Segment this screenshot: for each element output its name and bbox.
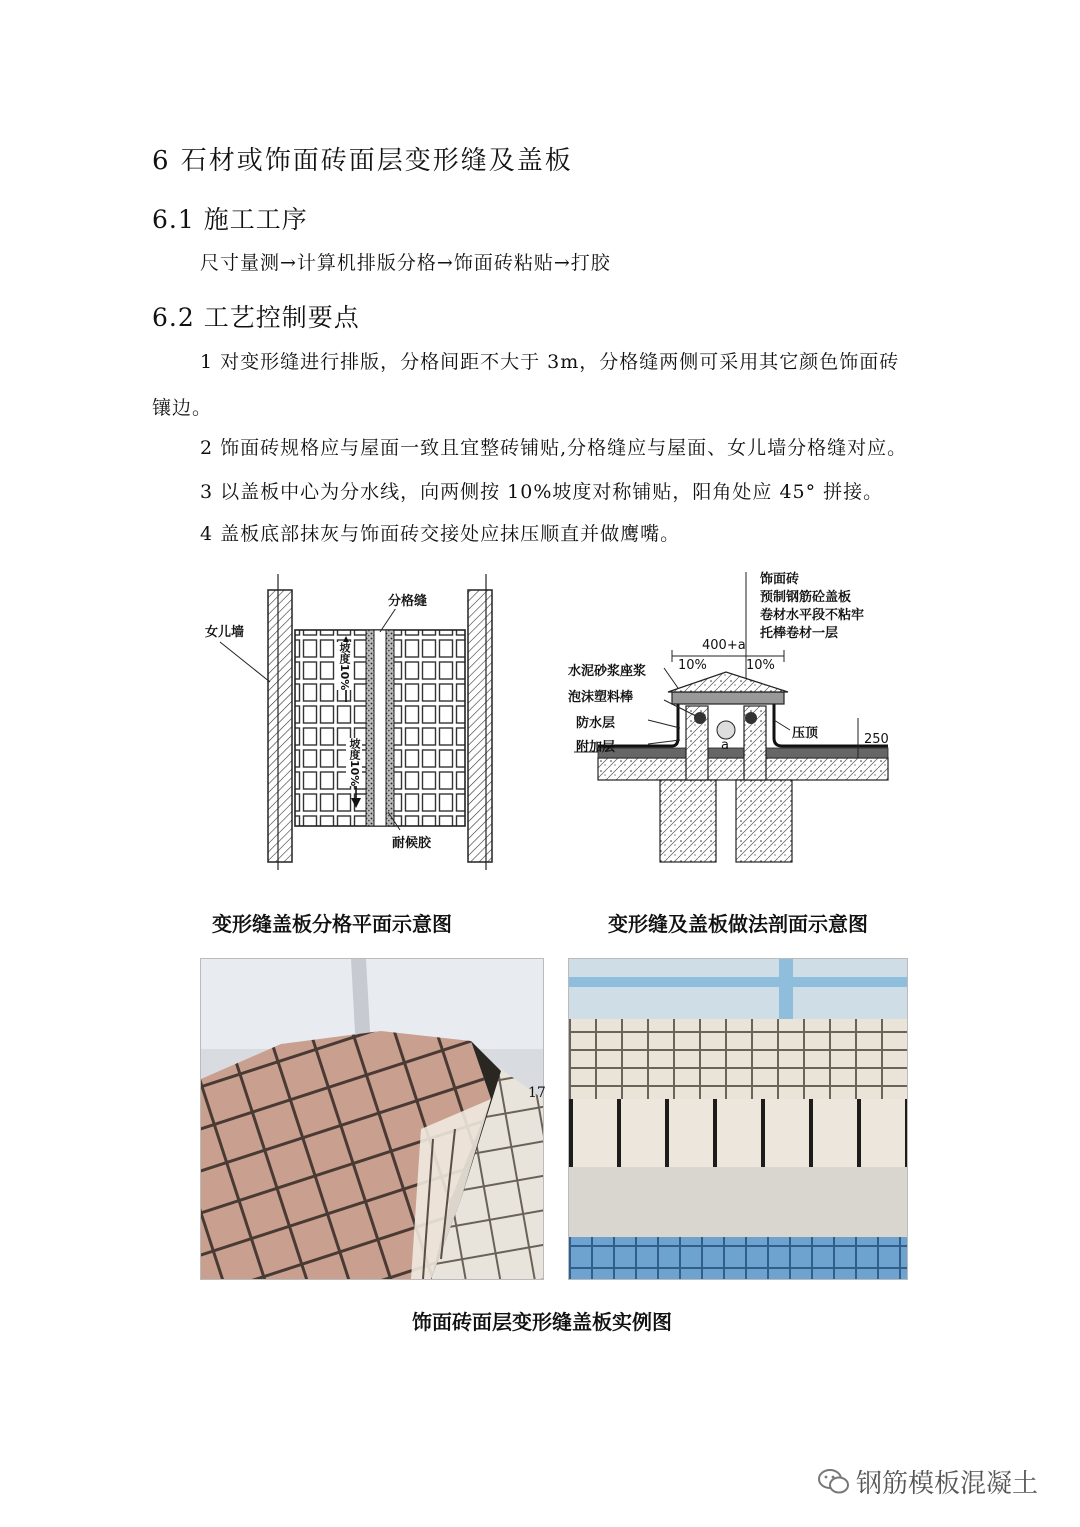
watermark (818, 1463, 1038, 1500)
watermark-text: 钢筋模板混凝土 (856, 1469, 1039, 1499)
label-foam: 泡沫塑料棒 (568, 690, 634, 705)
plan-diagram (200, 572, 540, 872)
label-membrane-support: 托棒卷材一层 (760, 626, 839, 641)
subsection-title-6-2: 6.2 工艺控制要点 (152, 303, 360, 332)
plan-caption: 变形缝盖板分格平面示意图 (212, 912, 452, 936)
label-height: 250 (864, 732, 889, 747)
label-slope-right: 10% (746, 658, 775, 673)
plan-diagram-svg (200, 572, 540, 872)
section-title: 6 石材或饰面砖面层变形缝及盖板 (152, 146, 573, 176)
label-mortar: 水泥砂浆座浆 (568, 664, 647, 679)
label-slope-left: 10% (678, 658, 707, 673)
label-slope-top: 坡度10% (338, 642, 351, 691)
subsection-title-6-1: 6.1 施工工序 (152, 205, 308, 234)
photo-right (568, 958, 908, 1280)
label-parapet: 女儿墙 (205, 621, 244, 640)
label-additional: 附加层 (576, 740, 616, 755)
label-tile: 饰面砖 (760, 572, 800, 587)
label-sealant: 耐候胶 (392, 832, 431, 851)
wechat-icon (818, 1468, 850, 1496)
label-gap: a (721, 738, 729, 753)
label-precast: 预制钢筋砼盖板 (760, 590, 852, 605)
point-3: 3 以盖板中心为分水线，向两侧按 10%坡度对称铺贴，阳角处应 45° 拼接。 (200, 481, 884, 503)
label-cap: 压顶 (792, 726, 819, 741)
label-waterproof: 防水层 (576, 716, 616, 731)
page-number: 17 (528, 1085, 546, 1101)
section-diagram (568, 568, 908, 868)
photos-caption: 饰面砖面层变形缝盖板实例图 (412, 1310, 672, 1334)
point-4: 4 盖板底部抹灰与饰面砖交接处应抹压顺直并做鹰嘴。 (200, 523, 681, 545)
process-flow: 尺寸量测→计算机排版分格→饰面砖粘贴→打胶 (200, 252, 611, 274)
label-slope-bottom: 坡度10% (348, 738, 361, 787)
label-membrane-loose: 卷材水平段不粘牢 (760, 608, 865, 623)
label-width: 400+a (702, 638, 746, 653)
photo-left (200, 958, 544, 1280)
photo-right-svg (569, 959, 907, 1279)
label-joint: 分格缝 (388, 590, 427, 609)
point-1: 1 对变形缝进行排版，分格间距不大于 3m，分格缝两侧可采用其它颜色饰面砖 (200, 351, 900, 373)
photo-left-svg (201, 959, 543, 1279)
point-1-cont: 镶边。 (152, 397, 213, 419)
section-caption: 变形缝及盖板做法剖面示意图 (608, 912, 868, 936)
point-2: 2 饰面砖规格应与屋面一致且宜整砖铺贴,分格缝应与屋面、女儿墙分格缝对应。 (200, 437, 908, 459)
